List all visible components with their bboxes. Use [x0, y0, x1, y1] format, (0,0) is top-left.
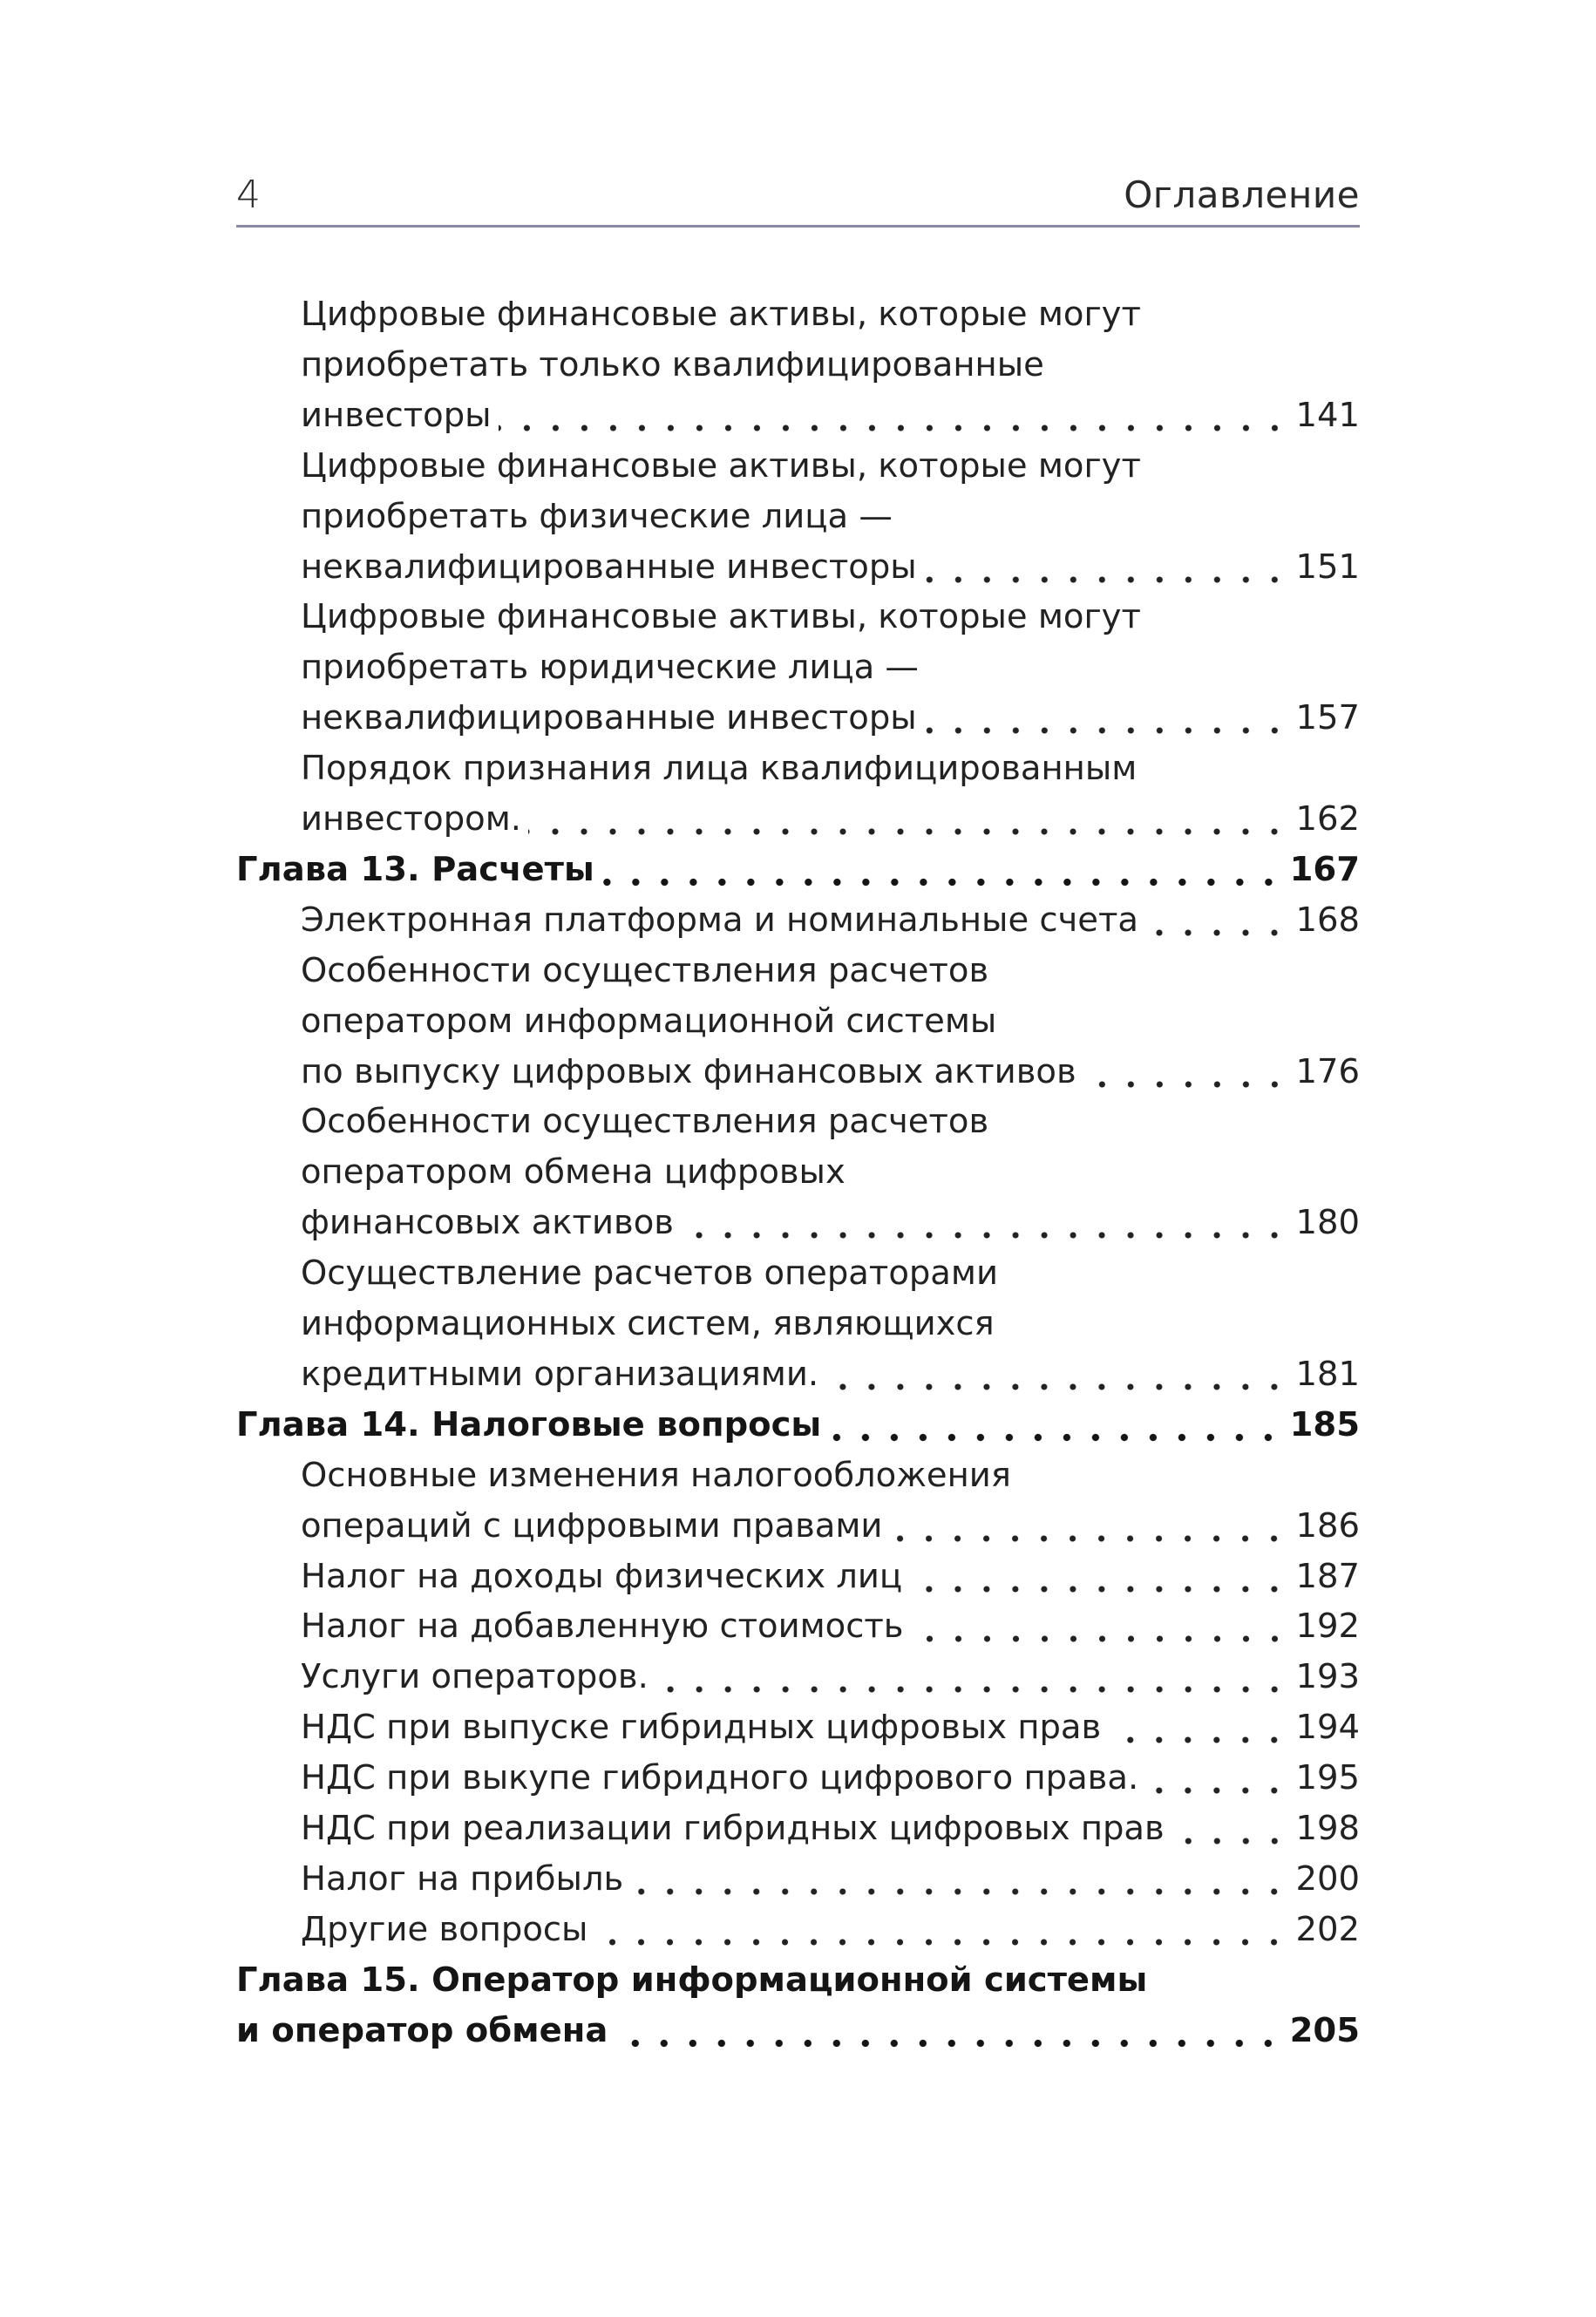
dot-leader: [1172, 1804, 1289, 1854]
toc-line: [301, 1854, 1360, 1905]
toc-line: [301, 1248, 1360, 1299]
dot-leader: [828, 1400, 1282, 1451]
toc-entry-text: приобретать только квалифицированные: [301, 344, 1044, 384]
toc-entry-text: оператором информационной системы: [301, 1001, 997, 1041]
toc-entry-text: Цифровые финансовые активы, которые могут: [301, 597, 1141, 637]
toc-page-number: 198: [1295, 1809, 1360, 1848]
toc-entry-text: финансовых активов: [301, 1203, 674, 1243]
toc-line: [301, 1753, 1360, 1804]
toc-line: [301, 1097, 1360, 1147]
section-title: Оглавление: [1124, 173, 1360, 216]
toc-page-number: 195: [1295, 1758, 1360, 1798]
toc-line: [301, 1652, 1360, 1702]
toc-line: [301, 1905, 1360, 1955]
toc-entry-text: НДС при выпуске гибридных цифровых прав: [301, 1708, 1102, 1748]
toc-line: [301, 289, 1360, 340]
toc-line: [301, 1501, 1360, 1552]
toc-entry-text: Цифровые финансовые активы, которые могут: [301, 445, 1141, 486]
dot-leader: [601, 845, 1283, 895]
toc-line: [236, 2006, 1360, 2056]
toc-page-number: 157: [1295, 698, 1360, 738]
toc-entry-text: Порядок признания лица квалифицированным: [301, 749, 1138, 789]
toc-entry-text: неквалифицированные инвесторы: [301, 698, 917, 738]
toc-entry-text: Электронная платформа и номинальные счета: [301, 900, 1138, 940]
toc-page-number: 205: [1289, 2010, 1360, 2050]
toc-line: [301, 794, 1360, 845]
toc-entry-text: неквалифицированные инвесторы: [301, 547, 917, 587]
dot-leader: [1145, 895, 1289, 946]
toc-line: [301, 592, 1360, 642]
dot-leader: [1108, 1702, 1288, 1753]
toc-entry-text: инвестором.: [301, 799, 521, 839]
toc-entry-text: Налог на прибыль: [301, 1858, 624, 1899]
toc-line: [301, 492, 1360, 542]
toc-entry-text: и оператор обмена: [236, 2010, 608, 2050]
toc-line: [301, 391, 1360, 441]
toc-page-number: 193: [1295, 1657, 1360, 1697]
toc-line: [301, 1702, 1360, 1753]
toc-line: [301, 1147, 1360, 1198]
toc-line: [301, 1451, 1360, 1501]
dot-leader: [615, 2006, 1282, 2056]
dot-leader: [655, 1652, 1289, 1702]
toc-line: [301, 340, 1360, 391]
toc-page-number: 151: [1295, 547, 1360, 587]
toc-entry-text: Глава 15. Оператор информационной системы: [236, 1960, 1148, 2000]
dot-leader: [528, 794, 1289, 845]
dot-leader: [1145, 1753, 1288, 1804]
toc-entry-text: оператором обмена цифровых: [301, 1152, 846, 1192]
toc-line: [301, 1047, 1360, 1097]
toc-line: [301, 1349, 1360, 1400]
toc-page-number: 192: [1295, 1607, 1360, 1647]
toc-line: [236, 1955, 1360, 2006]
dot-leader: [889, 1501, 1288, 1552]
toc-page-number: 187: [1295, 1556, 1360, 1596]
page-number: 4: [236, 173, 261, 217]
toc-page-number: 194: [1295, 1708, 1360, 1748]
toc-page-number: 168: [1295, 900, 1360, 940]
toc-entry-text: по выпуску цифровых финансовых активов: [301, 1051, 1076, 1091]
toc-entry-text: Налог на добавленную стоимость: [301, 1607, 904, 1647]
toc-line: [301, 441, 1360, 492]
dot-leader: [499, 391, 1289, 441]
toc-page-number: 185: [1289, 1404, 1360, 1444]
toc-page-number: 167: [1289, 849, 1360, 889]
toc-entry-text: НДС при выкупе гибридного цифрового права.: [301, 1758, 1139, 1798]
dot-leader: [825, 1349, 1288, 1400]
running-head: [236, 171, 1360, 220]
dot-leader: [909, 1552, 1288, 1602]
toc-line: [301, 1601, 1360, 1652]
toc-entry-text: информационных систем, являющихся: [301, 1304, 995, 1343]
dot-leader: [911, 1601, 1289, 1652]
toc-entry-text: Глава 14. Налоговые вопросы: [236, 1404, 822, 1444]
toc-page-number: 180: [1295, 1203, 1360, 1243]
toc-entry-text: Особенности осуществления расчетов: [301, 1102, 989, 1142]
toc-page-number: 181: [1295, 1354, 1360, 1394]
toc-entry-text: Цифровые финансовые активы, которые могут: [301, 295, 1141, 334]
dot-leader: [1083, 1047, 1289, 1097]
toc-line: [301, 1198, 1360, 1248]
toc-line: [301, 642, 1360, 693]
toc-entry-text: кредитными организациями.: [301, 1354, 819, 1394]
toc-line: [301, 542, 1360, 593]
toc-line: [301, 895, 1360, 946]
toc-line: [301, 946, 1360, 996]
toc-entry-text: приобретать юридические лица —: [301, 648, 919, 688]
toc-entry-text: инвесторы: [301, 395, 492, 435]
toc-line: [301, 996, 1360, 1047]
toc-page-number: 141: [1295, 395, 1360, 435]
toc-entry-text: Налог на доходы физических лиц: [301, 1556, 903, 1596]
dot-leader: [681, 1198, 1289, 1248]
toc-page-number: 176: [1295, 1051, 1360, 1091]
toc-line: [301, 1552, 1360, 1602]
toc-entry-text: операций с цифровыми правами: [301, 1505, 883, 1546]
toc-line: [236, 1400, 1360, 1451]
dot-leader: [594, 1905, 1288, 1955]
toc-page-number: 202: [1295, 1909, 1360, 1949]
toc-line: [301, 744, 1360, 794]
toc-entry-text: Особенности осуществления расчетов: [301, 950, 989, 990]
toc-page-number: 162: [1295, 799, 1360, 839]
toc-entry-text: НДС при реализации гибридных цифровых прав: [301, 1809, 1165, 1848]
toc-line: [301, 693, 1360, 744]
header-rule: [236, 225, 1360, 228]
toc-line: [301, 1804, 1360, 1854]
dot-leader: [924, 542, 1289, 593]
toc-entry-text: Услуги операторов.: [301, 1657, 649, 1697]
dot-leader: [630, 1854, 1288, 1905]
toc-entry-text: приобретать физические лица —: [301, 496, 893, 536]
toc-page-number: 186: [1295, 1505, 1360, 1546]
toc-page-number: 200: [1295, 1858, 1360, 1899]
toc-line: [236, 845, 1360, 895]
toc-entry-text: Другие вопросы: [301, 1909, 588, 1949]
toc-entry-text: Глава 13. Расчеты: [236, 849, 594, 889]
toc-entry-text: Основные изменения налогообложения: [301, 1455, 1011, 1495]
dot-leader: [924, 693, 1289, 744]
toc-entry-text: Осуществление расчетов операторами: [301, 1254, 998, 1294]
toc-line: [301, 1299, 1360, 1349]
